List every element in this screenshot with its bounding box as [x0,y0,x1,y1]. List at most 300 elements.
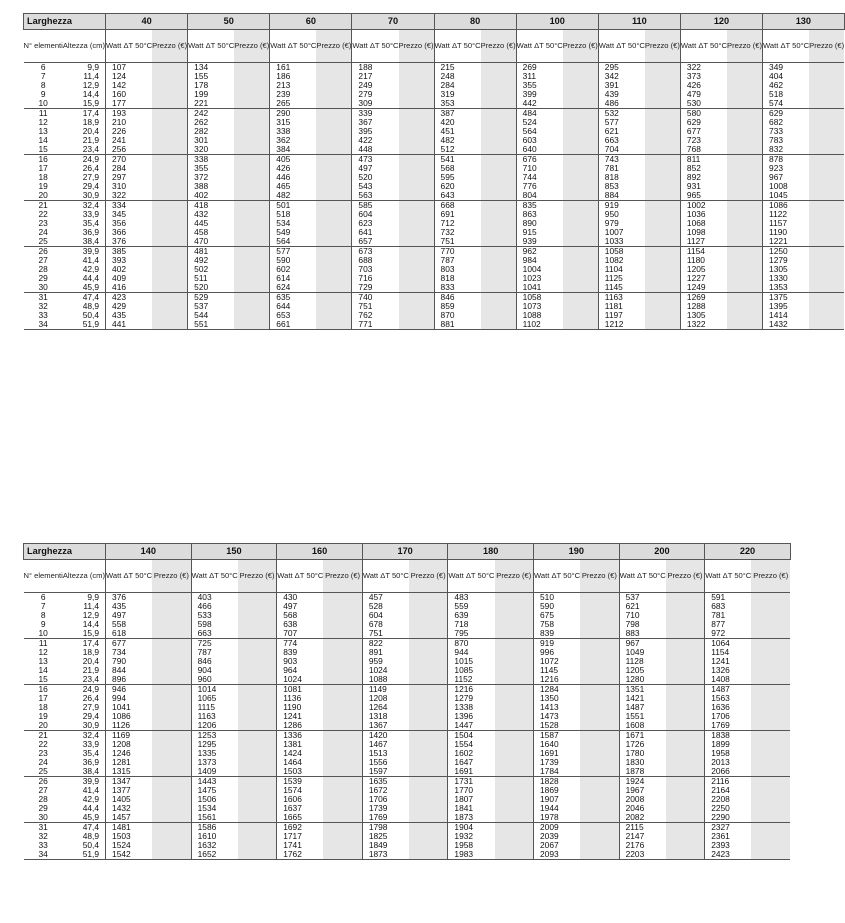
price-value[interactable] [234,283,270,293]
price-value[interactable] [645,136,681,145]
price-value[interactable] [809,283,844,293]
price-value[interactable] [727,256,763,265]
price-value[interactable] [563,63,599,73]
price-value[interactable] [399,302,435,311]
price-value[interactable] [481,173,517,182]
price-value[interactable] [645,237,681,247]
price-value[interactable] [481,237,517,247]
price-value[interactable] [481,210,517,219]
price-value[interactable] [666,767,705,777]
price-value[interactable] [809,265,844,274]
price-value[interactable] [580,620,619,629]
price-value[interactable] [399,182,435,191]
price-value[interactable] [580,731,619,741]
price-value[interactable] [666,841,705,850]
price-value[interactable] [666,611,705,620]
price-value[interactable] [481,256,517,265]
price-value[interactable] [323,832,362,841]
price-value[interactable] [316,173,352,182]
price-value[interactable] [666,758,705,767]
price-value[interactable] [727,247,763,257]
price-value[interactable] [727,283,763,293]
price-value[interactable] [666,657,705,666]
price-value[interactable] [481,136,517,145]
price-value[interactable] [234,182,270,191]
price-value[interactable] [152,164,188,173]
price-value[interactable] [481,81,517,90]
price-value[interactable] [152,685,191,695]
price-value[interactable] [316,72,352,81]
price-value[interactable] [563,210,599,219]
price-value[interactable] [727,99,763,109]
price-value[interactable] [481,109,517,119]
price-value[interactable] [234,274,270,283]
price-value[interactable] [580,777,619,787]
price-value[interactable] [323,786,362,795]
price-value[interactable] [399,145,435,155]
price-value[interactable] [481,182,517,191]
price-value[interactable] [751,740,790,749]
price-value[interactable] [323,639,362,649]
price-value[interactable] [316,274,352,283]
price-value[interactable] [238,786,277,795]
price-value[interactable] [495,740,534,749]
price-value[interactable] [316,81,352,90]
price-value[interactable] [316,247,352,257]
price-value[interactable] [152,145,188,155]
price-value[interactable] [152,302,188,311]
price-value[interactable] [234,237,270,247]
price-value[interactable] [645,274,681,283]
price-value[interactable] [409,712,448,721]
price-value[interactable] [751,795,790,804]
price-value[interactable] [234,256,270,265]
price-value[interactable] [481,164,517,173]
price-value[interactable] [316,283,352,293]
price-value[interactable] [152,247,188,257]
price-value[interactable] [152,136,188,145]
price-value[interactable] [727,201,763,211]
price-value[interactable] [238,731,277,741]
price-value[interactable] [727,293,763,303]
price-value[interactable] [645,63,681,73]
price-value[interactable] [409,639,448,649]
price-value[interactable] [580,832,619,841]
price-value[interactable] [234,173,270,182]
price-value[interactable] [234,265,270,274]
price-value[interactable] [727,320,763,330]
price-value[interactable] [580,712,619,721]
price-value[interactable] [727,210,763,219]
price-value[interactable] [409,675,448,685]
price-value[interactable] [481,302,517,311]
price-value[interactable] [580,648,619,657]
price-value[interactable] [563,320,599,330]
price-value[interactable] [152,109,188,119]
price-value[interactable] [666,777,705,787]
price-value[interactable] [238,639,277,649]
price-value[interactable] [409,786,448,795]
price-value[interactable] [666,795,705,804]
price-value[interactable] [152,182,188,191]
price-value[interactable] [409,666,448,675]
price-value[interactable] [809,81,844,90]
price-value[interactable] [323,694,362,703]
price-value[interactable] [234,210,270,219]
price-value[interactable] [495,611,534,620]
price-value[interactable] [152,283,188,293]
price-value[interactable] [563,265,599,274]
price-value[interactable] [809,145,844,155]
price-value[interactable] [152,228,188,237]
price-value[interactable] [316,228,352,237]
price-value[interactable] [399,109,435,119]
price-value[interactable] [234,155,270,165]
price-value[interactable] [152,320,188,330]
price-value[interactable] [751,703,790,712]
price-value[interactable] [238,795,277,804]
price-value[interactable] [580,813,619,823]
price-value[interactable] [751,648,790,657]
price-value[interactable] [234,311,270,320]
price-value[interactable] [666,712,705,721]
price-value[interactable] [481,283,517,293]
price-value[interactable] [399,81,435,90]
price-value[interactable] [495,685,534,695]
price-value[interactable] [152,666,191,675]
price-value[interactable] [563,90,599,99]
price-value[interactable] [495,813,534,823]
price-value[interactable] [409,841,448,850]
price-value[interactable] [238,767,277,777]
price-value[interactable] [751,593,790,603]
price-value[interactable] [152,694,191,703]
price-value[interactable] [481,90,517,99]
price-value[interactable] [495,777,534,787]
price-value[interactable] [495,841,534,850]
price-value[interactable] [323,804,362,813]
price-value[interactable] [666,786,705,795]
price-value[interactable] [580,850,619,860]
price-value[interactable] [809,109,844,119]
price-value[interactable] [409,602,448,611]
price-value[interactable] [152,210,188,219]
price-value[interactable] [563,293,599,303]
price-value[interactable] [152,786,191,795]
price-value[interactable] [152,832,191,841]
price-value[interactable] [316,219,352,228]
price-value[interactable] [563,274,599,283]
price-value[interactable] [495,786,534,795]
price-value[interactable] [481,72,517,81]
price-value[interactable] [809,219,844,228]
price-value[interactable] [580,703,619,712]
price-value[interactable] [399,283,435,293]
price-value[interactable] [152,611,191,620]
price-value[interactable] [316,118,352,127]
price-value[interactable] [751,666,790,675]
price-value[interactable] [495,639,534,649]
price-value[interactable] [316,182,352,191]
price-value[interactable] [809,118,844,127]
price-value[interactable] [727,173,763,182]
price-value[interactable] [563,256,599,265]
price-value[interactable] [234,247,270,257]
price-value[interactable] [409,767,448,777]
price-value[interactable] [409,721,448,731]
price-value[interactable] [152,191,188,201]
price-value[interactable] [152,841,191,850]
price-value[interactable] [316,145,352,155]
price-value[interactable] [399,247,435,257]
price-value[interactable] [580,666,619,675]
price-value[interactable] [727,127,763,136]
price-value[interactable] [666,850,705,860]
price-value[interactable] [809,311,844,320]
price-value[interactable] [152,712,191,721]
price-value[interactable] [481,247,517,257]
price-value[interactable] [727,155,763,165]
price-value[interactable] [234,293,270,303]
price-value[interactable] [238,694,277,703]
price-value[interactable] [323,666,362,675]
price-value[interactable] [152,850,191,860]
price-value[interactable] [751,823,790,833]
price-value[interactable] [399,136,435,145]
price-value[interactable] [238,823,277,833]
price-value[interactable] [751,832,790,841]
price-value[interactable] [409,749,448,758]
price-value[interactable] [751,620,790,629]
price-value[interactable] [152,274,188,283]
price-value[interactable] [238,758,277,767]
price-value[interactable] [234,219,270,228]
price-value[interactable] [809,228,844,237]
price-value[interactable] [409,804,448,813]
price-value[interactable] [751,731,790,741]
price-value[interactable] [238,841,277,850]
price-value[interactable] [563,99,599,109]
price-value[interactable] [323,685,362,695]
price-value[interactable] [809,90,844,99]
price-value[interactable] [809,210,844,219]
price-value[interactable] [234,127,270,136]
price-value[interactable] [152,90,188,99]
price-value[interactable] [323,703,362,712]
price-value[interactable] [238,813,277,823]
price-value[interactable] [666,675,705,685]
price-value[interactable] [409,731,448,741]
price-value[interactable] [399,228,435,237]
price-value[interactable] [234,118,270,127]
price-value[interactable] [409,740,448,749]
price-value[interactable] [645,81,681,90]
price-value[interactable] [152,740,191,749]
price-value[interactable] [580,767,619,777]
price-value[interactable] [580,786,619,795]
price-value[interactable] [152,731,191,741]
price-value[interactable] [409,795,448,804]
price-value[interactable] [409,850,448,860]
price-value[interactable] [323,611,362,620]
price-value[interactable] [316,109,352,119]
price-value[interactable] [751,786,790,795]
price-value[interactable] [727,182,763,191]
price-value[interactable] [234,136,270,145]
price-value[interactable] [409,832,448,841]
price-value[interactable] [495,823,534,833]
price-value[interactable] [666,629,705,639]
price-value[interactable] [152,648,191,657]
price-value[interactable] [399,201,435,211]
price-value[interactable] [580,629,619,639]
price-value[interactable] [409,777,448,787]
price-value[interactable] [238,721,277,731]
price-value[interactable] [563,81,599,90]
price-value[interactable] [399,155,435,165]
price-value[interactable] [563,109,599,119]
price-value[interactable] [563,201,599,211]
price-value[interactable] [238,740,277,749]
price-value[interactable] [666,731,705,741]
price-value[interactable] [727,81,763,90]
price-value[interactable] [645,90,681,99]
price-value[interactable] [751,777,790,787]
price-value[interactable] [152,593,191,603]
price-value[interactable] [399,90,435,99]
price-value[interactable] [751,767,790,777]
price-value[interactable] [751,841,790,850]
price-value[interactable] [238,804,277,813]
price-value[interactable] [495,666,534,675]
price-value[interactable] [323,731,362,741]
price-value[interactable] [399,164,435,173]
price-value[interactable] [809,237,844,247]
price-value[interactable] [481,118,517,127]
price-value[interactable] [563,145,599,155]
price-value[interactable] [399,118,435,127]
price-value[interactable] [316,127,352,136]
price-value[interactable] [234,81,270,90]
price-value[interactable] [316,136,352,145]
price-value[interactable] [399,210,435,219]
price-value[interactable] [645,320,681,330]
price-value[interactable] [238,850,277,860]
price-value[interactable] [727,311,763,320]
price-value[interactable] [666,721,705,731]
price-value[interactable] [580,795,619,804]
price-value[interactable] [666,648,705,657]
price-value[interactable] [495,675,534,685]
price-value[interactable] [809,182,844,191]
price-value[interactable] [666,602,705,611]
price-value[interactable] [399,274,435,283]
price-value[interactable] [234,109,270,119]
price-value[interactable] [666,813,705,823]
price-value[interactable] [751,639,790,649]
price-value[interactable] [751,611,790,620]
price-value[interactable] [238,657,277,666]
price-value[interactable] [727,63,763,73]
price-value[interactable] [580,694,619,703]
price-value[interactable] [399,191,435,201]
price-value[interactable] [152,639,191,649]
price-value[interactable] [563,219,599,228]
price-value[interactable] [727,228,763,237]
price-value[interactable] [316,210,352,219]
price-value[interactable] [751,850,790,860]
price-value[interactable] [399,63,435,73]
price-value[interactable] [645,127,681,136]
price-value[interactable] [234,320,270,330]
price-value[interactable] [751,749,790,758]
price-value[interactable] [751,804,790,813]
price-value[interactable] [751,813,790,823]
price-value[interactable] [152,72,188,81]
price-value[interactable] [399,72,435,81]
price-value[interactable] [399,311,435,320]
price-value[interactable] [495,850,534,860]
price-value[interactable] [666,832,705,841]
price-value[interactable] [495,602,534,611]
price-value[interactable] [645,228,681,237]
price-value[interactable] [481,99,517,109]
price-value[interactable] [152,657,191,666]
price-value[interactable] [234,99,270,109]
price-value[interactable] [727,274,763,283]
price-value[interactable] [666,666,705,675]
price-value[interactable] [152,675,191,685]
price-value[interactable] [234,63,270,73]
price-value[interactable] [563,127,599,136]
price-value[interactable] [563,72,599,81]
price-value[interactable] [152,118,188,127]
price-value[interactable] [645,191,681,201]
price-value[interactable] [481,155,517,165]
price-value[interactable] [563,164,599,173]
price-value[interactable] [323,740,362,749]
price-value[interactable] [563,191,599,201]
price-value[interactable] [727,145,763,155]
price-value[interactable] [152,99,188,109]
price-value[interactable] [481,219,517,228]
price-value[interactable] [481,63,517,73]
price-value[interactable] [563,118,599,127]
price-value[interactable] [580,823,619,833]
price-value[interactable] [323,620,362,629]
price-value[interactable] [580,657,619,666]
price-value[interactable] [495,758,534,767]
price-value[interactable] [645,173,681,182]
price-value[interactable] [751,758,790,767]
price-value[interactable] [666,639,705,649]
price-value[interactable] [751,629,790,639]
price-value[interactable] [323,675,362,685]
price-value[interactable] [152,777,191,787]
price-value[interactable] [234,302,270,311]
price-value[interactable] [152,749,191,758]
price-value[interactable] [238,685,277,695]
price-value[interactable] [645,109,681,119]
price-value[interactable] [323,795,362,804]
price-value[interactable] [645,283,681,293]
price-value[interactable] [645,247,681,257]
price-value[interactable] [666,804,705,813]
price-value[interactable] [809,191,844,201]
price-value[interactable] [495,694,534,703]
price-value[interactable] [399,173,435,182]
price-value[interactable] [645,256,681,265]
